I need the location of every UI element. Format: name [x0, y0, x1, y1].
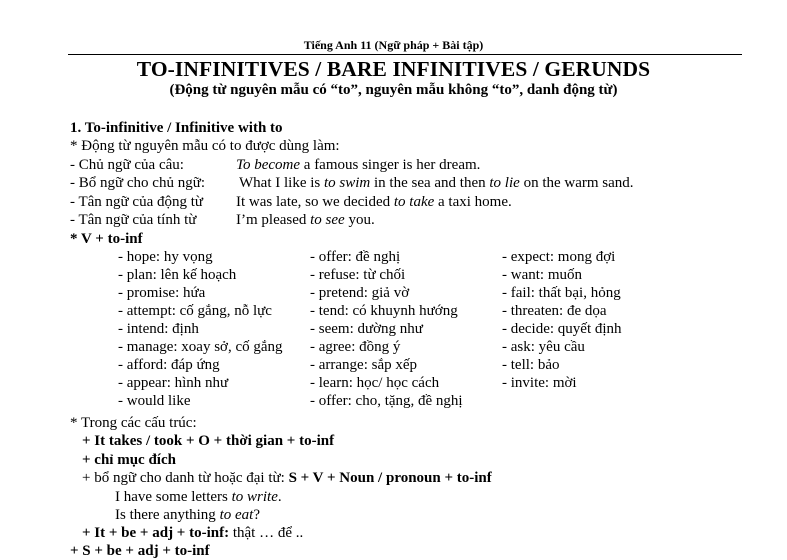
verb-column-2 — [310, 248, 463, 410]
page-subtitle: (Động từ nguyên mẫu có “to”, nguyên mẫu không “to”, danh động từ) — [169, 82, 618, 98]
example-text: What I like is — [239, 175, 324, 191]
use-example — [236, 156, 480, 174]
use-example — [236, 211, 375, 229]
example-text: I have some letters — [115, 489, 232, 505]
use-example — [239, 174, 634, 192]
example-text: you. — [344, 212, 375, 228]
example-emphasis: to take — [393, 194, 435, 210]
list-item: - offer: cho, tặng, đề nghị — [310, 393, 463, 409]
use-label: - Tân ngữ của tính từ — [70, 212, 197, 228]
example-emphasis: to swim — [323, 175, 371, 191]
use-label: - Chủ ngữ của câu: — [70, 157, 184, 173]
list-item: - threaten: đe dọa — [502, 303, 607, 319]
example-sentence — [115, 506, 260, 524]
structure-formula: S + V + Noun / pronoun + to-inf — [288, 470, 492, 486]
list-item: - learn: học/ học cách — [310, 375, 440, 391]
use-label: - Tân ngữ của động từ — [70, 194, 204, 210]
structure-item: + chỉ mục đích — [82, 452, 176, 468]
example-text: on the warm sand. — [519, 175, 634, 191]
example-text: I’m pleased — [236, 212, 311, 228]
example-text: It was late, so we decided — [236, 194, 394, 210]
list-item: - decide: quyết định — [502, 321, 622, 337]
list-item: - invite: mời — [502, 375, 577, 391]
section-heading: 1. To-infinitive / Infinitive with to — [70, 120, 283, 136]
example-emphasis: To become — [236, 157, 301, 173]
list-item: - want: muốn — [502, 267, 582, 283]
list-item: - hope: hy vọng — [118, 249, 213, 265]
structure-item: + It takes / took + O + thời gian + to-inf — [82, 433, 335, 449]
example-text: a taxi home. — [434, 194, 512, 210]
list-item: - attempt: cố gắng, nỗ lực — [118, 303, 272, 319]
structure-formula: + It + be + adj + to-inf: — [82, 525, 230, 541]
list-item: - appear: hình như — [118, 375, 229, 391]
example-text: in the sea and then — [370, 175, 490, 191]
use-example — [236, 193, 512, 211]
example-text: a famous singer is her dream. — [300, 157, 481, 173]
use-label: - Bổ ngữ cho chủ ngữ: — [70, 175, 205, 191]
list-item: - pretend: giả vờ — [310, 285, 410, 301]
truncated-text: + S + be + adj + to-inf — [70, 543, 210, 559]
verb-column-1 — [118, 248, 283, 410]
list-item: - offer: đề nghị — [310, 249, 401, 265]
structure-text: thật … để .. — [229, 525, 304, 541]
list-item: - seem: dường như — [310, 321, 423, 337]
header-rule — [68, 54, 742, 55]
list-item: - plan: lên kế hoạch — [118, 267, 237, 283]
page-header: Tiếng Anh 11 (Ngữ pháp + Bài tập) — [303, 38, 484, 52]
list-item: - afford: đáp ứng — [118, 357, 220, 373]
use-row — [70, 174, 634, 192]
list-item: - tell: bảo — [502, 357, 560, 373]
page-title: TO-INFINITIVES / BARE INFINITIVES / GERUNDS — [136, 57, 651, 81]
use-row — [70, 193, 512, 211]
list-item: - ask: yêu cầu — [502, 339, 585, 355]
example-text: . — [277, 489, 282, 505]
example-text: Is there anything — [115, 507, 220, 523]
list-item: - agree: đồng ý — [310, 339, 401, 355]
structure-item — [82, 469, 492, 487]
verb-list-heading: * V + to-inf — [70, 231, 143, 247]
truncated-line — [70, 542, 330, 559]
list-item: - arrange: sắp xếp — [310, 357, 418, 373]
list-item: - refuse: từ chối — [310, 267, 406, 283]
example-emphasis: to eat — [219, 507, 254, 523]
list-item: - fail: thất bại, hỏng — [502, 285, 621, 301]
use-row — [70, 211, 375, 229]
example-sentence — [115, 488, 282, 506]
example-text: ? — [253, 507, 260, 523]
list-item: - would like — [118, 393, 191, 409]
list-item: - intend: định — [118, 321, 199, 337]
structure-item — [82, 524, 303, 542]
structures-heading: * Trong các cấu trúc: — [70, 415, 197, 431]
example-emphasis: to write — [231, 489, 278, 505]
list-item: - expect: mong đợi — [502, 249, 616, 265]
verb-column-3 — [502, 248, 622, 392]
section-intro: * Động từ nguyên mẫu có to được dùng làm: — [70, 138, 340, 154]
structure-text: + bổ ngữ cho danh từ hoặc đại từ: — [82, 470, 289, 486]
use-row — [70, 156, 481, 174]
list-item: - promise: hứa — [118, 285, 206, 301]
example-emphasis: to see — [310, 212, 345, 228]
list-item: - manage: xoay sở, cố gắng — [118, 339, 283, 355]
example-emphasis: to lie — [489, 175, 520, 191]
list-item: - tend: có khuynh hướng — [310, 303, 458, 319]
